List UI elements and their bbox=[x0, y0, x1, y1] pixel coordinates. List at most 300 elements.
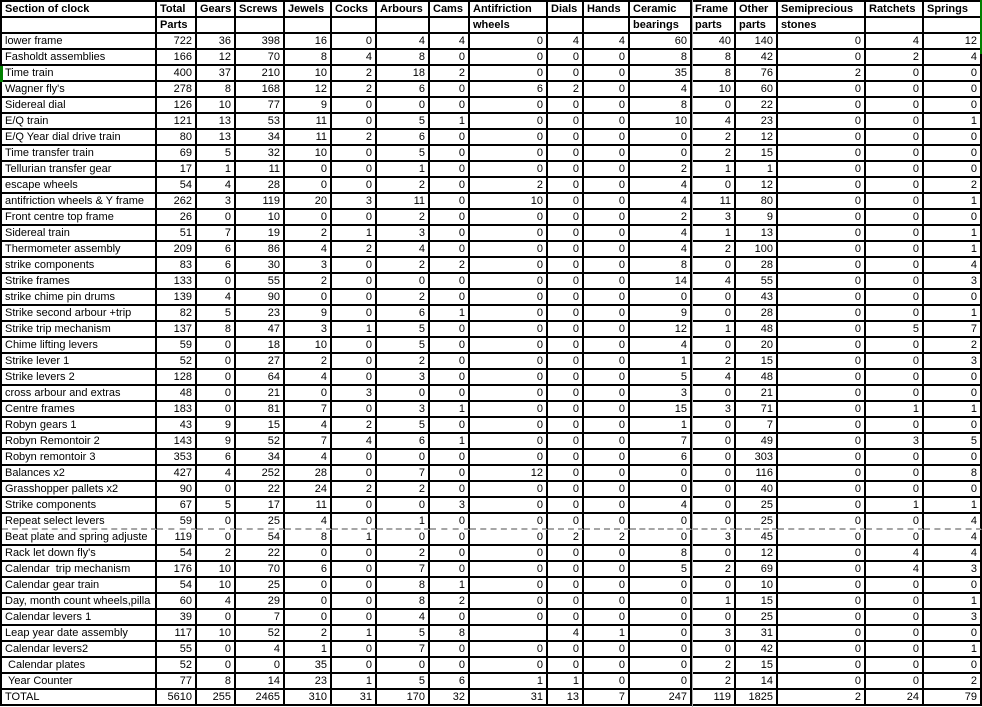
cell[interactable]: 10 bbox=[630, 114, 692, 130]
cell[interactable]: 0 bbox=[778, 338, 866, 354]
cell[interactable]: 8 bbox=[630, 258, 692, 274]
cell[interactable]: 0 bbox=[430, 658, 470, 674]
cell[interactable]: 2 bbox=[778, 690, 866, 706]
row-label-robyn-gears-1[interactable]: Robyn gears 1 bbox=[2, 418, 157, 434]
cell[interactable]: 1 bbox=[548, 674, 584, 690]
cell[interactable]: 12 bbox=[285, 82, 332, 98]
column-header-frame[interactable]: Frame bbox=[692, 2, 736, 18]
cell[interactable]: 0 bbox=[924, 626, 982, 642]
cell[interactable]: 1 bbox=[430, 114, 470, 130]
cell[interactable]: 7 bbox=[285, 434, 332, 450]
cell[interactable]: 0 bbox=[584, 306, 630, 322]
cell[interactable]: 0 bbox=[778, 386, 866, 402]
cell[interactable]: 100 bbox=[736, 242, 778, 258]
cell[interactable]: 0 bbox=[924, 162, 982, 178]
cell[interactable]: 4 bbox=[236, 642, 285, 658]
cell[interactable]: 21 bbox=[736, 386, 778, 402]
cell[interactable]: 0 bbox=[470, 258, 548, 274]
cell[interactable]: 7 bbox=[584, 690, 630, 706]
cell[interactable]: 35 bbox=[285, 658, 332, 674]
column-header-total[interactable]: Total bbox=[157, 2, 197, 18]
cell[interactable]: 2 bbox=[332, 130, 377, 146]
row-label-robyn-remontoir-2[interactable]: Robyn Remontoir 2 bbox=[2, 434, 157, 450]
cell[interactable]: 4 bbox=[377, 34, 430, 50]
cell[interactable]: 0 bbox=[584, 226, 630, 242]
cell[interactable]: 0 bbox=[548, 338, 584, 354]
cell[interactable]: 3 bbox=[692, 626, 736, 642]
cell[interactable]: 0 bbox=[470, 530, 548, 546]
cell[interactable]: 60 bbox=[630, 34, 692, 50]
column-header-cams[interactable]: Cams bbox=[430, 2, 470, 18]
cell[interactable]: 0 bbox=[692, 386, 736, 402]
cell[interactable]: 0 bbox=[924, 386, 982, 402]
cell[interactable]: 0 bbox=[630, 610, 692, 626]
cell[interactable]: 4 bbox=[692, 114, 736, 130]
cell[interactable]: 25 bbox=[736, 610, 778, 626]
cell[interactable]: 12 bbox=[197, 50, 236, 66]
cell[interactable]: 9 bbox=[630, 306, 692, 322]
cell[interactable]: 2 bbox=[332, 242, 377, 258]
cell[interactable]: 0 bbox=[866, 114, 924, 130]
cell[interactable]: 2 bbox=[584, 530, 630, 546]
cell[interactable]: 7 bbox=[377, 642, 430, 658]
cell[interactable]: 0 bbox=[332, 210, 377, 226]
cell[interactable]: 0 bbox=[584, 146, 630, 162]
cell[interactable]: 116 bbox=[736, 466, 778, 482]
cell[interactable]: 1 bbox=[692, 226, 736, 242]
cell[interactable]: 0 bbox=[584, 578, 630, 594]
cell[interactable]: 5 bbox=[924, 434, 982, 450]
cell[interactable]: 3 bbox=[197, 194, 236, 210]
cell[interactable]: 5 bbox=[866, 322, 924, 338]
cell[interactable]: 7 bbox=[924, 322, 982, 338]
cell[interactable]: 210 bbox=[236, 66, 285, 82]
row-label-strike-second-arbour-trip[interactable]: Strike second arbour +trip bbox=[2, 306, 157, 322]
cell[interactable]: 278 bbox=[157, 82, 197, 98]
cell[interactable]: 0 bbox=[584, 370, 630, 386]
cell[interactable]: 0 bbox=[584, 82, 630, 98]
cell[interactable]: 0 bbox=[630, 626, 692, 642]
cell[interactable]: 0 bbox=[584, 66, 630, 82]
row-label-front-centre-top-frame[interactable]: Front centre top frame bbox=[2, 210, 157, 226]
cell[interactable]: 5 bbox=[630, 562, 692, 578]
row-label-cross-arbour-and-extras[interactable]: cross arbour and extras bbox=[2, 386, 157, 402]
row-label-calendar-plates[interactable]: Calendar plates bbox=[2, 658, 157, 674]
cell[interactable]: 82 bbox=[157, 306, 197, 322]
cell[interactable]: 0 bbox=[548, 498, 584, 514]
cell[interactable]: 48 bbox=[157, 386, 197, 402]
cell[interactable]: 168 bbox=[236, 82, 285, 98]
cell[interactable]: 43 bbox=[157, 418, 197, 434]
cell[interactable]: 0 bbox=[548, 514, 584, 530]
cell[interactable]: 4 bbox=[548, 34, 584, 50]
cell[interactable]: 2 bbox=[377, 210, 430, 226]
cell[interactable]: 0 bbox=[778, 34, 866, 50]
cell[interactable]: 0 bbox=[584, 194, 630, 210]
cell[interactable]: 0 bbox=[630, 530, 692, 546]
cell[interactable]: 18 bbox=[236, 338, 285, 354]
cell[interactable]: 4 bbox=[630, 178, 692, 194]
cell[interactable]: 0 bbox=[548, 178, 584, 194]
cell[interactable]: 4 bbox=[924, 258, 982, 274]
cell[interactable]: 0 bbox=[866, 418, 924, 434]
cell[interactable]: 1 bbox=[332, 530, 377, 546]
cell[interactable]: 36 bbox=[197, 34, 236, 50]
cell[interactable]: 0 bbox=[692, 434, 736, 450]
cell[interactable]: 0 bbox=[197, 658, 236, 674]
cell[interactable]: 0 bbox=[430, 354, 470, 370]
column-header-springs[interactable]: Springs bbox=[924, 2, 982, 18]
cell[interactable]: 0 bbox=[924, 418, 982, 434]
cell[interactable]: 4 bbox=[377, 610, 430, 626]
column-header-dials[interactable]: Dials bbox=[548, 2, 584, 18]
cell[interactable]: 0 bbox=[332, 658, 377, 674]
cell[interactable]: 0 bbox=[584, 514, 630, 530]
cell[interactable]: 0 bbox=[548, 258, 584, 274]
cell[interactable]: 0 bbox=[866, 66, 924, 82]
row-label-rack-let-down-fly-s[interactable]: Rack let down fly's bbox=[2, 546, 157, 562]
cell[interactable]: 5 bbox=[377, 322, 430, 338]
cell[interactable]: 0 bbox=[197, 370, 236, 386]
cell[interactable]: 0 bbox=[866, 210, 924, 226]
column-subheader-total[interactable]: Parts bbox=[157, 18, 197, 34]
cell[interactable]: 1 bbox=[924, 242, 982, 258]
cell[interactable]: 0 bbox=[430, 242, 470, 258]
cell[interactable]: 0 bbox=[866, 354, 924, 370]
cell[interactable]: 0 bbox=[692, 338, 736, 354]
cell[interactable]: 4 bbox=[692, 274, 736, 290]
cell[interactable]: 0 bbox=[470, 546, 548, 562]
cell[interactable]: 0 bbox=[548, 658, 584, 674]
cell[interactable]: 0 bbox=[470, 658, 548, 674]
cell[interactable]: 83 bbox=[157, 258, 197, 274]
cell[interactable]: 262 bbox=[157, 194, 197, 210]
cell[interactable]: 0 bbox=[584, 562, 630, 578]
cell[interactable]: 0 bbox=[692, 546, 736, 562]
cell[interactable]: 0 bbox=[584, 274, 630, 290]
cell[interactable]: 5 bbox=[377, 418, 430, 434]
cell[interactable]: 0 bbox=[470, 210, 548, 226]
cell[interactable]: 0 bbox=[197, 274, 236, 290]
cell[interactable]: 2 bbox=[377, 290, 430, 306]
cell[interactable]: 3 bbox=[377, 370, 430, 386]
cell[interactable]: 0 bbox=[778, 466, 866, 482]
column-header-section-of-clock[interactable]: Section of clock bbox=[2, 2, 157, 18]
cell[interactable]: 0 bbox=[430, 178, 470, 194]
column-header-semiprecious[interactable]: Semiprecious bbox=[778, 2, 866, 18]
cell[interactable]: 10 bbox=[197, 626, 236, 642]
cell[interactable]: 0 bbox=[548, 210, 584, 226]
cell[interactable]: 4 bbox=[285, 450, 332, 466]
cell[interactable]: 0 bbox=[692, 498, 736, 514]
cell[interactable]: 0 bbox=[548, 130, 584, 146]
cell[interactable]: 0 bbox=[470, 130, 548, 146]
cell[interactable]: 8 bbox=[692, 50, 736, 66]
cell[interactable]: 2 bbox=[924, 338, 982, 354]
cell[interactable]: 0 bbox=[778, 178, 866, 194]
cell[interactable]: 9 bbox=[197, 434, 236, 450]
cell[interactable]: 3 bbox=[377, 226, 430, 242]
cell[interactable]: 0 bbox=[866, 306, 924, 322]
cell[interactable]: 6 bbox=[470, 82, 548, 98]
row-label-year-counter[interactable]: Year Counter bbox=[2, 674, 157, 690]
cell[interactable]: 13 bbox=[197, 114, 236, 130]
cell[interactable]: 0 bbox=[197, 338, 236, 354]
cell[interactable]: 5 bbox=[197, 146, 236, 162]
cell[interactable]: 1 bbox=[924, 306, 982, 322]
cell[interactable]: 0 bbox=[924, 98, 982, 114]
cell[interactable]: 0 bbox=[430, 370, 470, 386]
row-label-e-q-train[interactable]: E/Q train bbox=[2, 114, 157, 130]
cell[interactable]: 42 bbox=[736, 642, 778, 658]
cell[interactable]: 0 bbox=[332, 178, 377, 194]
cell[interactable]: 1 bbox=[332, 626, 377, 642]
cell[interactable]: 0 bbox=[584, 466, 630, 482]
column-subheader-antifriction[interactable]: wheels bbox=[470, 18, 548, 34]
cell[interactable]: 6 bbox=[197, 450, 236, 466]
cell[interactable]: 0 bbox=[778, 450, 866, 466]
cell[interactable]: 13 bbox=[197, 130, 236, 146]
cell[interactable]: 4 bbox=[866, 34, 924, 50]
cell[interactable]: 0 bbox=[332, 114, 377, 130]
cell[interactable]: 45 bbox=[736, 530, 778, 546]
cell[interactable]: 0 bbox=[430, 530, 470, 546]
cell[interactable]: 0 bbox=[866, 258, 924, 274]
cell[interactable]: 0 bbox=[548, 354, 584, 370]
cell[interactable]: 0 bbox=[778, 674, 866, 690]
cell[interactable]: 0 bbox=[470, 562, 548, 578]
cell[interactable]: 0 bbox=[470, 498, 548, 514]
cell[interactable]: 4 bbox=[197, 290, 236, 306]
cell[interactable]: 0 bbox=[548, 226, 584, 242]
cell[interactable]: 4 bbox=[630, 498, 692, 514]
cell[interactable]: 0 bbox=[430, 274, 470, 290]
cell[interactable]: 4 bbox=[866, 546, 924, 562]
cell[interactable]: 398 bbox=[236, 34, 285, 50]
cell[interactable]: 0 bbox=[584, 290, 630, 306]
column-header-cocks[interactable]: Cocks bbox=[332, 2, 377, 18]
cell[interactable]: 722 bbox=[157, 34, 197, 50]
cell[interactable]: 90 bbox=[236, 290, 285, 306]
cell[interactable]: 0 bbox=[332, 546, 377, 562]
cell[interactable]: 4 bbox=[197, 594, 236, 610]
cell[interactable]: 28 bbox=[236, 178, 285, 194]
cell[interactable]: 0 bbox=[584, 242, 630, 258]
cell[interactable]: 0 bbox=[430, 610, 470, 626]
row-label-calendar-trip-mechanism[interactable]: Calendar trip mechanism bbox=[2, 562, 157, 578]
cell[interactable]: 0 bbox=[548, 306, 584, 322]
cell[interactable]: 0 bbox=[548, 610, 584, 626]
row-label-time-transfer-train[interactable]: Time transfer train bbox=[2, 146, 157, 162]
cell[interactable]: 1 bbox=[584, 626, 630, 642]
cell[interactable]: 86 bbox=[236, 242, 285, 258]
cell[interactable]: 54 bbox=[157, 178, 197, 194]
column-subheader-cams[interactable] bbox=[430, 18, 470, 34]
cell[interactable]: 15 bbox=[630, 402, 692, 418]
cell[interactable]: 0 bbox=[866, 674, 924, 690]
cell[interactable]: 0 bbox=[866, 450, 924, 466]
cell[interactable]: 0 bbox=[866, 82, 924, 98]
cell[interactable]: 0 bbox=[430, 514, 470, 530]
cell[interactable]: 0 bbox=[332, 162, 377, 178]
column-header-jewels[interactable]: Jewels bbox=[285, 2, 332, 18]
cell[interactable]: 2 bbox=[377, 482, 430, 498]
cell[interactable]: 0 bbox=[548, 370, 584, 386]
cell[interactable]: 25 bbox=[236, 514, 285, 530]
row-label-strike-levers-2[interactable]: Strike levers 2 bbox=[2, 370, 157, 386]
cell[interactable]: 48 bbox=[736, 322, 778, 338]
cell[interactable]: 0 bbox=[778, 418, 866, 434]
cell[interactable]: 1 bbox=[430, 578, 470, 594]
cell[interactable]: 52 bbox=[236, 626, 285, 642]
cell[interactable]: 0 bbox=[377, 658, 430, 674]
cell[interactable]: 0 bbox=[630, 482, 692, 498]
column-subheader-other[interactable]: parts bbox=[736, 18, 778, 34]
cell[interactable]: 69 bbox=[157, 146, 197, 162]
cell[interactable]: 30 bbox=[236, 258, 285, 274]
cell[interactable]: 4 bbox=[924, 546, 982, 562]
row-label-strike-lever-1[interactable]: Strike lever 1 bbox=[2, 354, 157, 370]
cell[interactable]: 1 bbox=[470, 674, 548, 690]
cell[interactable]: 80 bbox=[157, 130, 197, 146]
cell[interactable]: 12 bbox=[736, 546, 778, 562]
cell[interactable]: 2 bbox=[866, 50, 924, 66]
row-label-calendar-levers2[interactable]: Calendar levers2 bbox=[2, 642, 157, 658]
cell[interactable]: 0 bbox=[470, 402, 548, 418]
cell[interactable]: 3 bbox=[332, 386, 377, 402]
cell[interactable]: 0 bbox=[630, 642, 692, 658]
cell[interactable]: 54 bbox=[157, 546, 197, 562]
row-label-sidereal-dial[interactable]: Sidereal dial bbox=[2, 98, 157, 114]
cell[interactable]: 0 bbox=[470, 146, 548, 162]
cell[interactable]: 0 bbox=[332, 98, 377, 114]
cell[interactable]: 64 bbox=[236, 370, 285, 386]
cell[interactable]: 11 bbox=[377, 194, 430, 210]
cell[interactable]: 0 bbox=[778, 274, 866, 290]
cell[interactable]: 1 bbox=[924, 642, 982, 658]
cell[interactable]: 5 bbox=[377, 146, 430, 162]
cell[interactable]: 0 bbox=[197, 642, 236, 658]
cell[interactable]: 0 bbox=[584, 642, 630, 658]
cell[interactable]: 3 bbox=[285, 258, 332, 274]
cell[interactable]: 0 bbox=[866, 626, 924, 642]
cell[interactable]: 52 bbox=[157, 658, 197, 674]
cell[interactable]: 20 bbox=[285, 194, 332, 210]
cell[interactable]: 427 bbox=[157, 466, 197, 482]
cell[interactable]: 0 bbox=[548, 146, 584, 162]
cell[interactable]: 0 bbox=[778, 114, 866, 130]
cell[interactable]: 0 bbox=[692, 466, 736, 482]
cell[interactable]: 2 bbox=[924, 178, 982, 194]
cell[interactable]: 126 bbox=[157, 98, 197, 114]
cell[interactable]: 1 bbox=[377, 514, 430, 530]
cell[interactable]: 0 bbox=[778, 210, 866, 226]
cell[interactable]: 3 bbox=[332, 194, 377, 210]
cell[interactable]: 0 bbox=[584, 594, 630, 610]
cell[interactable]: 1 bbox=[692, 162, 736, 178]
cell[interactable]: 34 bbox=[236, 450, 285, 466]
cell[interactable]: 0 bbox=[197, 354, 236, 370]
cell[interactable]: 121 bbox=[157, 114, 197, 130]
cell[interactable]: 0 bbox=[778, 322, 866, 338]
cell[interactable]: 1 bbox=[692, 322, 736, 338]
cell[interactable]: 20 bbox=[736, 338, 778, 354]
cell[interactable]: 0 bbox=[332, 370, 377, 386]
cell[interactable]: 0 bbox=[866, 658, 924, 674]
cell[interactable]: 0 bbox=[332, 514, 377, 530]
column-subheader-dials[interactable] bbox=[548, 18, 584, 34]
cell[interactable]: 2 bbox=[377, 178, 430, 194]
row-label-sidereal-train[interactable]: Sidereal train bbox=[2, 226, 157, 242]
cell[interactable]: 0 bbox=[548, 290, 584, 306]
cell[interactable]: 0 bbox=[778, 226, 866, 242]
cell[interactable]: 0 bbox=[197, 386, 236, 402]
cell[interactable]: 2 bbox=[197, 546, 236, 562]
cell[interactable]: 0 bbox=[584, 434, 630, 450]
cell[interactable]: 0 bbox=[470, 290, 548, 306]
cell[interactable]: 0 bbox=[866, 642, 924, 658]
cell[interactable]: 12 bbox=[736, 130, 778, 146]
cell[interactable]: 0 bbox=[430, 546, 470, 562]
cell[interactable]: 0 bbox=[692, 178, 736, 194]
cell[interactable]: 4 bbox=[630, 338, 692, 354]
cell[interactable]: 22 bbox=[236, 482, 285, 498]
cell[interactable]: 0 bbox=[470, 338, 548, 354]
cell[interactable]: 176 bbox=[157, 562, 197, 578]
cell[interactable]: 0 bbox=[470, 50, 548, 66]
cell[interactable]: 0 bbox=[430, 162, 470, 178]
cell[interactable]: 0 bbox=[584, 130, 630, 146]
cell[interactable]: 16 bbox=[285, 34, 332, 50]
cell[interactable]: 2 bbox=[692, 146, 736, 162]
cell[interactable]: 26 bbox=[157, 210, 197, 226]
cell[interactable]: 209 bbox=[157, 242, 197, 258]
cell[interactable]: 4 bbox=[924, 514, 982, 530]
cell[interactable]: 2 bbox=[377, 258, 430, 274]
cell[interactable]: 4 bbox=[584, 34, 630, 50]
cell[interactable]: 1 bbox=[924, 226, 982, 242]
cell[interactable]: 29 bbox=[236, 594, 285, 610]
cell[interactable]: 7 bbox=[377, 562, 430, 578]
cell[interactable]: 0 bbox=[866, 130, 924, 146]
cell[interactable]: 0 bbox=[692, 578, 736, 594]
cell[interactable]: 247 bbox=[630, 690, 692, 706]
row-label-calendar-levers-1[interactable]: Calendar levers 1 bbox=[2, 610, 157, 626]
cell[interactable]: 4 bbox=[630, 82, 692, 98]
cell[interactable]: 0 bbox=[332, 34, 377, 50]
cell[interactable]: 183 bbox=[157, 402, 197, 418]
cell[interactable]: 0 bbox=[866, 610, 924, 626]
cell[interactable]: 15 bbox=[736, 146, 778, 162]
cell[interactable]: 48 bbox=[736, 370, 778, 386]
cell[interactable]: 0 bbox=[332, 578, 377, 594]
cell[interactable]: 2 bbox=[430, 594, 470, 610]
cell[interactable]: 81 bbox=[236, 402, 285, 418]
cell[interactable]: 0 bbox=[430, 98, 470, 114]
cell[interactable]: 0 bbox=[778, 306, 866, 322]
column-header-ratchets[interactable]: Ratchets bbox=[866, 2, 924, 18]
cell[interactable]: 0 bbox=[778, 610, 866, 626]
row-label-repeat-select-levers[interactable]: Repeat select levers bbox=[2, 514, 157, 530]
cell[interactable]: 139 bbox=[157, 290, 197, 306]
row-label-strike-frames[interactable]: Strike frames bbox=[2, 274, 157, 290]
cell[interactable]: 0 bbox=[377, 450, 430, 466]
cell[interactable]: 80 bbox=[736, 194, 778, 210]
cell[interactable]: 0 bbox=[332, 450, 377, 466]
cell[interactable]: 0 bbox=[866, 594, 924, 610]
cell[interactable]: 0 bbox=[470, 322, 548, 338]
cell[interactable]: 51 bbox=[157, 226, 197, 242]
